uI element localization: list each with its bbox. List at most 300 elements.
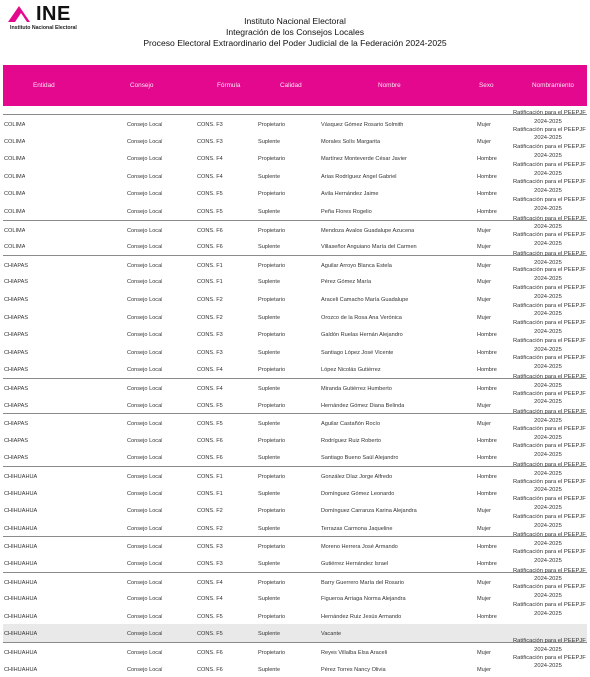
cell-entidad: CHIAPAS [4, 349, 29, 356]
cell-sexo: Hombre [477, 156, 497, 163]
cell-entidad: COLIMA [4, 138, 26, 145]
cell-nombre: Barry Guerrero María del Rosario [321, 579, 405, 586]
nombramiento-line1: Ratificación para el PEEPJF [513, 337, 586, 344]
cell-nombramiento [513, 583, 586, 601]
cell-entidad: CHIAPAS [4, 314, 29, 321]
table-row [3, 267, 587, 290]
table-row [3, 409, 587, 432]
nombramiento-line2: 2024-2025 [534, 205, 562, 212]
cell-nombramiento [513, 319, 586, 337]
cell-entidad: CHIAPAS [4, 455, 29, 462]
cell-formula: CONS. F2 [197, 508, 223, 515]
cell-nombre: Reyes Villalba Elsa Araceli [321, 650, 388, 656]
nombramiento-line2: 2024-2025 [534, 170, 562, 177]
cell-consejo: Consejo Local [127, 367, 163, 374]
cell-nombre: Rodríguez Ruiz Roberto [321, 437, 382, 444]
cell-nombre: López Nicolás Gutiérrez [321, 367, 381, 374]
cell-calidad: Propietario [258, 544, 286, 551]
cell-sexo: Hombre [477, 367, 497, 374]
cell-calidad: Suplente [258, 209, 281, 215]
cell-formula: CONS. F1 [197, 490, 223, 497]
cell-sexo: Mujer [477, 579, 491, 586]
cell-entidad: COLIMA [4, 244, 26, 251]
cell-nombre: Orozco de la Rosa Ana Verónica [321, 314, 402, 321]
cell-consejo: Consejo Local [127, 525, 163, 532]
cell-entidad: COLIMA [4, 191, 26, 198]
table-row [3, 197, 587, 220]
cell-calidad: Suplente [258, 314, 281, 321]
cell-formula: CONS. F6 [197, 455, 223, 462]
nombramiento-line2: 2024-2025 [534, 346, 562, 353]
cell-calidad: Propietario [258, 122, 286, 128]
cell-sexo: Mujer [477, 402, 491, 409]
nombramiento-line1: Ratificación para el PEEPJF [513, 425, 586, 432]
nombramiento-line1: Ratificación para el PEEPJF [513, 267, 586, 274]
cell-formula: CONS. F6 [197, 650, 223, 656]
cell-sexo: Hombre [477, 191, 497, 198]
nombramiento-line1: Ratificación para el PEEPJF [513, 126, 586, 133]
nombramiento-line2: 2024-2025 [534, 364, 562, 371]
nombramiento-line1: Ratificación para el PEEPJF [513, 302, 586, 309]
cell-formula: CONS. F5 [197, 209, 223, 215]
cell-formula: CONS. F6 [197, 666, 223, 673]
nombramiento-line2: 2024-2025 [534, 487, 562, 494]
cell-entidad: CHIHUAHUA [4, 650, 38, 656]
cell-nombramiento [513, 390, 586, 408]
cell-formula: CONS. F3 [197, 122, 223, 128]
cell-calidad: Suplente [258, 349, 281, 356]
cell-consejo: Consejo Local [127, 508, 163, 515]
cell-calidad: Suplente [258, 244, 281, 251]
cell-sexo: Mujer [477, 421, 491, 428]
cell-entidad: CHIAPAS [4, 437, 29, 444]
cell-formula: CONS. F6 [197, 227, 223, 234]
nombramiento-line1: Ratificación para el PEEPJF [513, 179, 586, 186]
table-row [3, 215, 587, 239]
cell-entidad: CHIHUAHUA [4, 561, 38, 567]
col-calidad: Calidad [280, 82, 302, 89]
nombramiento-line2: 2024-2025 [534, 663, 562, 670]
cell-nombre: Vásquez Gómez Rosario Solmith [321, 122, 404, 128]
cell-calidad: Propietario [258, 156, 286, 163]
table-row [3, 390, 587, 414]
cell-nombramiento [513, 548, 586, 566]
cell-calidad: Propietario [258, 613, 286, 620]
cell-consejo: Consejo Local [127, 437, 163, 444]
cell-sexo: Mujer [477, 279, 491, 286]
cell-calidad: Suplente [258, 421, 281, 428]
cell-calidad: Suplente [258, 490, 281, 497]
cell-consejo: Consejo Local [127, 227, 163, 234]
cell-nombramiento [513, 408, 586, 426]
cell-nombramiento [513, 161, 586, 179]
table-row [3, 302, 587, 326]
cell-nombramiento [513, 373, 586, 391]
nombramiento-line1: Ratificación para el PEEPJF [513, 549, 586, 555]
cell-nombre: Domínguez Carranza Karina Alejandra [321, 508, 417, 515]
cell-sexo: Hombre [477, 490, 497, 497]
cell-consejo: Consejo Local [127, 474, 163, 480]
cell-calidad: Propietario [258, 297, 286, 303]
cell-sexo: Mujer [477, 262, 491, 269]
table-row [3, 126, 587, 150]
cell-nombramiento [513, 250, 586, 268]
cell-entidad: CHIAPAS [4, 386, 29, 392]
cell-sexo: Mujer [477, 227, 491, 234]
cell-calidad: Suplente [258, 279, 281, 286]
cell-nombre: Gutiérrez Hernández Israel [321, 561, 389, 567]
cell-nombramiento [513, 513, 586, 531]
cell-sexo: Mujer [477, 314, 491, 321]
nombramiento-line2: 2024-2025 [534, 240, 562, 247]
table-row [3, 232, 587, 255]
table-row [3, 549, 587, 572]
nombramiento-line2: 2024-2025 [534, 576, 562, 583]
cell-sexo: Mujer [477, 596, 491, 603]
nombramiento-line2: 2024-2025 [534, 152, 562, 159]
cell-nombre: Moreno Herrera José Armando [321, 544, 398, 551]
nombramiento-line2: 2024-2025 [534, 522, 562, 529]
cell-nombre: Figueroa Arriaga Norma Alejandra [321, 596, 406, 603]
cell-consejo: Consejo Local [127, 279, 163, 286]
cell-entidad: CHIHUAHUA [4, 579, 38, 586]
cell-formula: CONS. F2 [197, 314, 223, 321]
cell-entidad: CHIHUAHUA [4, 596, 38, 603]
cell-formula: CONS. F1 [197, 279, 223, 286]
cell-nombre: Villaseñor Anguiano María del Carmen [321, 244, 417, 251]
cell-calidad: Propietario [258, 437, 286, 444]
nombramiento-line1: Ratificación para el PEEPJF [513, 250, 586, 257]
nombramiento-line1: Ratificación para el PEEPJF [513, 374, 586, 380]
nombramiento-line1: Ratificación para el PEEPJF [513, 496, 586, 503]
cell-sexo: Hombre [477, 613, 497, 620]
nombramiento-line2: 2024-2025 [534, 382, 562, 389]
cell-sexo: Hombre [477, 561, 497, 567]
table-row [3, 478, 587, 502]
table-row [3, 513, 587, 537]
cell-calidad: Propietario [258, 650, 286, 656]
nombramiento-line1: Ratificación para el PEEPJF [513, 320, 586, 327]
table-row [3, 250, 587, 274]
cell-formula: CONS. F3 [197, 561, 223, 567]
table-row [3, 374, 587, 397]
nombramiento-line1: Ratificación para el PEEPJF [513, 567, 586, 574]
cell-entidad: CHIHUAHUA [4, 508, 38, 515]
cell-entidad: CHIAPAS [4, 332, 29, 339]
table-row [3, 285, 587, 308]
table-row [3, 443, 587, 466]
cell-formula: CONS. F5 [197, 631, 223, 638]
cell-nombre: Martínez Monteverde César Javier [321, 156, 407, 163]
cell-formula: CONS. F4 [197, 579, 223, 586]
cell-formula: CONS. F1 [197, 474, 223, 480]
table-header [3, 65, 587, 106]
cell-nombramiento [513, 109, 586, 127]
cell-formula: CONS. F4 [197, 173, 223, 180]
cell-formula: CONS. F3 [197, 138, 223, 145]
nombramiento-line2: 2024-2025 [534, 399, 562, 406]
cell-entidad: CHIAPAS [4, 279, 29, 286]
cell-sexo: Hombre [477, 544, 497, 551]
cell-nombramiento [513, 302, 586, 320]
cell-consejo: Consejo Local [127, 402, 163, 409]
cell-calidad: Suplente [258, 386, 281, 392]
table-row [3, 654, 587, 677]
cell-nombramiento [513, 425, 586, 443]
cell-formula: CONS. F3 [197, 332, 223, 339]
table-row [3, 320, 587, 343]
cell-consejo: Consejo Local [127, 631, 163, 638]
cell-consejo: Consejo Local [127, 561, 163, 567]
table-row [3, 337, 587, 361]
cell-nombramiento [513, 284, 586, 302]
cell-nombramiento [513, 266, 586, 284]
cell-consejo: Consejo Local [127, 209, 163, 215]
cell-calidad: Propietario [258, 402, 286, 409]
nombramiento-line2: 2024-2025 [534, 610, 562, 617]
nombramiento-line1: Ratificación para el PEEPJF [513, 215, 586, 222]
cell-nombramiento [513, 461, 586, 479]
nombramiento-line2: 2024-2025 [534, 188, 562, 195]
nombramiento-line2: 2024-2025 [534, 504, 562, 511]
cell-nombramiento [513, 478, 586, 496]
nombramiento-line1: Ratificación para el PEEPJF [513, 110, 586, 116]
cell-calidad: Propietario [258, 367, 286, 374]
cell-formula: CONS. F4 [197, 596, 223, 603]
col-sexo: Sexo [479, 82, 494, 89]
cell-formula: CONS. F6 [197, 244, 223, 251]
cell-nombramiento [513, 354, 586, 372]
cell-nombre: Hernández Gómez Diana Belinda [321, 402, 405, 409]
nombramiento-line2: 2024-2025 [534, 328, 562, 335]
cell-consejo: Consejo Local [127, 138, 163, 145]
header-institution: Instituto Nacional Electoral [244, 16, 346, 26]
cell-entidad: CHIHUAHUA [4, 613, 38, 620]
cell-sexo: Hombre [477, 209, 497, 215]
nombramiento-line1: Ratificación para el PEEPJF [513, 144, 586, 151]
cell-entidad: CHIHUAHUA [4, 490, 38, 497]
table-row [3, 496, 587, 519]
col-entidad: Entidad [33, 82, 55, 89]
cell-nombramiento [513, 178, 586, 196]
cell-nombramiento [513, 567, 586, 585]
cell-sexo: Hombre [477, 455, 497, 462]
nombramiento-line2: 2024-2025 [534, 311, 562, 318]
nombramiento-line1: Ratificación para el PEEPJF [513, 161, 586, 168]
nombramiento-line2: 2024-2025 [534, 293, 562, 300]
cell-entidad: CHIHUAHUA [4, 544, 38, 551]
logo-subtitle: Instituto Nacional Electoral [10, 25, 77, 31]
cell-consejo: Consejo Local [127, 455, 163, 462]
cell-nombre: Aguilar Castañón Rocío [321, 421, 381, 428]
cell-entidad: CHIAPAS [4, 367, 29, 374]
cell-nombre: Galdón Ruelas Hernán Alejandro [321, 332, 403, 339]
cell-sexo: Hombre [477, 474, 497, 480]
cell-calidad: Suplente [258, 525, 281, 532]
table-row [3, 584, 587, 607]
nombramiento-line1: Ratificación para el PEEPJF [513, 478, 586, 485]
cell-formula: CONS. F5 [197, 402, 223, 409]
cell-formula: CONS. F2 [197, 525, 223, 532]
cell-consejo: Consejo Local [127, 490, 163, 497]
cell-formula: CONS. F3 [197, 349, 223, 356]
nombramiento-line1: Ratificación para el PEEPJF [513, 532, 586, 539]
nombramiento-line1: Ratificación para el PEEPJF [513, 443, 586, 450]
cell-calidad: Suplente [258, 561, 281, 567]
cell-calidad: Suplente [258, 455, 281, 462]
cell-consejo: Consejo Local [127, 666, 163, 673]
cell-formula: CONS. F4 [197, 367, 223, 374]
col-nombramiento: Nombramiento [532, 82, 574, 89]
cell-calidad: Propietario [258, 508, 286, 515]
table-row [3, 355, 587, 378]
cell-nombramiento [513, 126, 586, 144]
cell-calidad: Suplente [258, 596, 281, 603]
cell-consejo: Consejo Local [127, 191, 163, 198]
cell-nombre: Mendoza Ávalos Guadalupe Azucena [321, 227, 415, 234]
cell-sexo: Hombre [477, 173, 497, 180]
cell-nombre: Vacante [321, 631, 342, 638]
cell-nombre: Terrazas Carmona Jaqueline [321, 525, 393, 532]
nombramiento-line2: 2024-2025 [534, 118, 562, 125]
nombramiento-line1: Ratificación para el PEEPJF [513, 462, 586, 468]
nombramiento-line2: 2024-2025 [534, 541, 562, 548]
cell-nombramiento [513, 601, 586, 619]
table-row [3, 161, 587, 185]
cell-nombre: Peña Flores Rogelio [321, 209, 372, 215]
cell-nombre: Domínguez Gómez Leonardo [321, 490, 395, 497]
cell-entidad: CHIHUAHUA [4, 525, 38, 532]
cell-sexo: Mujer [477, 666, 491, 673]
cell-sexo: Mujer [477, 525, 491, 532]
cell-consejo: Consejo Local [127, 122, 163, 128]
nombramiento-line1: Ratificación para el PEEPJF [513, 409, 586, 416]
table-row [3, 462, 587, 485]
cell-sexo: Mujer [477, 244, 491, 251]
cell-sexo: Hombre [477, 332, 497, 339]
nombramiento-line2: 2024-2025 [534, 592, 562, 599]
nombramiento-line1: Ratificación para el PEEPJF [513, 232, 586, 239]
table-row [3, 179, 587, 202]
table-row [3, 624, 587, 642]
cell-formula: CONS. F4 [197, 386, 223, 392]
cell-formula: CONS. F1 [197, 262, 223, 269]
cell-sexo: Mujer [477, 122, 491, 128]
cell-consejo: Consejo Local [127, 297, 163, 303]
cell-entidad: CHIAPAS [4, 297, 29, 303]
cell-formula: CONS. F5 [197, 191, 223, 198]
cell-nombramiento [513, 143, 586, 161]
cell-sexo: Mujer [477, 650, 491, 656]
cell-entidad: COLIMA [4, 156, 26, 163]
cell-entidad: COLIMA [4, 173, 26, 180]
table-row [3, 601, 587, 625]
cell-nombre: Pérez Gómez María [321, 279, 372, 286]
col-consejo: Consejo [130, 82, 154, 89]
table-row [3, 532, 587, 555]
cell-consejo: Consejo Local [127, 156, 163, 163]
cell-sexo: Hombre [477, 437, 497, 444]
cell-entidad: CHIAPAS [4, 402, 29, 409]
cell-formula: CONS. F5 [197, 613, 223, 620]
cell-nombramiento [513, 495, 586, 513]
table-row [3, 110, 587, 133]
cell-formula: CONS. F4 [197, 156, 223, 163]
nombramiento-line2: 2024-2025 [534, 135, 562, 142]
cell-entidad: CHIHUAHUA [4, 474, 38, 480]
cell-nombramiento [513, 196, 586, 214]
cell-sexo: Mujer [477, 297, 491, 303]
cell-nombre: Hernández Ruiz Jesús Armando [321, 613, 402, 620]
cell-calidad: Propietario [258, 191, 286, 198]
cell-consejo: Consejo Local [127, 579, 163, 586]
cell-sexo: Mujer [477, 138, 491, 145]
cell-nombre: Santiago López José Vicente [321, 349, 394, 356]
cell-nombramiento [513, 337, 586, 355]
table-row [3, 144, 587, 167]
cell-nombramiento [513, 215, 586, 233]
nombramiento-line2: 2024-2025 [534, 646, 562, 653]
cell-entidad: COLIMA [4, 227, 26, 234]
cell-nombramiento [513, 637, 586, 655]
cell-entidad: COLIMA [4, 122, 26, 128]
cell-calidad: Propietario [258, 474, 286, 480]
cell-entidad: CHIAPAS [4, 421, 29, 428]
cell-nombre: González Díaz Jorge Alfredo [321, 474, 393, 480]
nombramiento-line2: 2024-2025 [534, 557, 562, 564]
nombramiento-line2: 2024-2025 [534, 224, 562, 231]
cell-consejo: Consejo Local [127, 650, 163, 656]
logo-name: INE [36, 3, 71, 25]
nombramiento-line2: 2024-2025 [534, 470, 562, 477]
cell-nombre: Santiago Bueno Saúl Alejandro [321, 455, 399, 462]
cell-nombramiento [513, 231, 586, 249]
cell-consejo: Consejo Local [127, 421, 163, 428]
table-row [3, 567, 587, 591]
cell-sexo: Hombre [477, 349, 497, 356]
cell-calidad: Suplente [258, 631, 281, 638]
nombramiento-line1: Ratificación para el PEEPJF [513, 601, 586, 608]
cell-calidad: Suplente [258, 138, 281, 145]
cell-consejo: Consejo Local [127, 314, 163, 321]
cell-consejo: Consejo Local [127, 332, 163, 339]
cell-formula: CONS. F6 [197, 437, 223, 444]
cell-consejo: Consejo Local [127, 596, 163, 603]
cell-entidad: COLIMA [4, 209, 26, 215]
table-row [3, 638, 587, 661]
cell-nombre: Morales Solís Margarita [321, 138, 381, 145]
nombramiento-line1: Ratificación para el PEEPJF [513, 584, 586, 591]
cell-consejo: Consejo Local [127, 244, 163, 251]
cell-calidad: Propietario [258, 332, 286, 339]
nombramiento-line2: 2024-2025 [534, 452, 562, 459]
cell-consejo: Consejo Local [127, 386, 163, 392]
cell-entidad: CHIAPAS [4, 262, 29, 269]
cell-calidad: Propietario [258, 262, 286, 269]
nombramiento-line1: Ratificación para el PEEPJF [513, 355, 586, 362]
nombramiento-line1: Ratificación para el PEEPJF [513, 654, 586, 661]
header-title: Integración de los Consejos Locales [225, 27, 365, 37]
cell-nombramiento [513, 531, 586, 549]
table-row [3, 425, 587, 449]
cell-calidad: Propietario [258, 579, 286, 586]
header-process: Proceso Electoral Extraordinario del Poder Judicial de la Federación 2024-2025 [143, 38, 447, 48]
nombramiento-line2: 2024-2025 [534, 417, 562, 424]
nombramiento-line2: 2024-2025 [534, 434, 562, 441]
nombramiento-line1: Ratificación para el PEEPJF [513, 285, 586, 291]
cell-sexo: Mujer [477, 508, 491, 515]
col-formula: Fórmula [217, 82, 241, 89]
